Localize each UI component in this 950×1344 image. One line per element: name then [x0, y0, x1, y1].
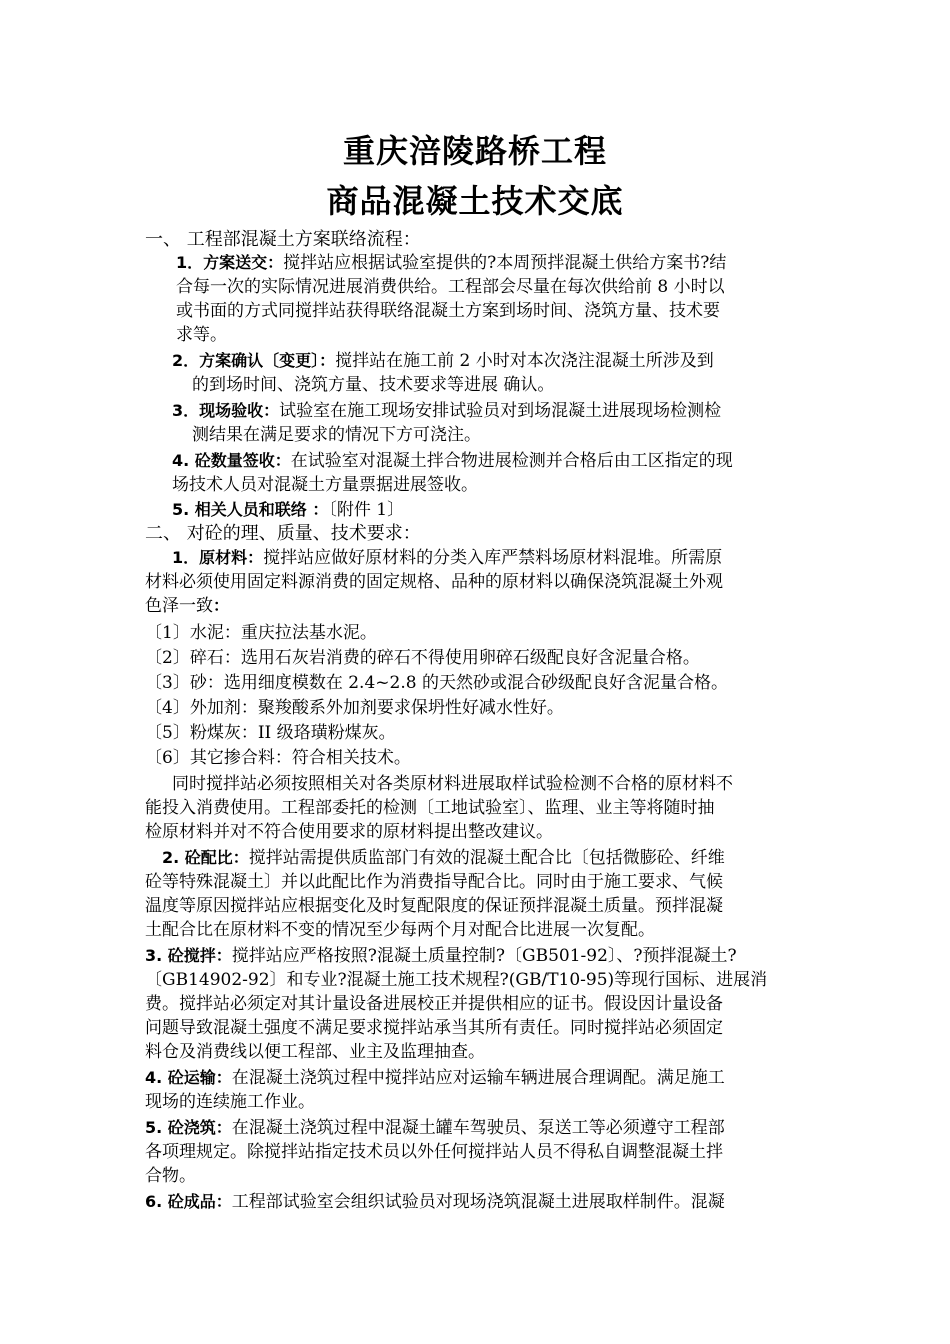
text-run: 〔附件 1〕 [328, 500, 405, 520]
text-run: 在试验室对混凝土拌合物进展检测并合格后由工区指定的现 [290, 451, 733, 471]
text-run: 砼等特殊混凝土〕并以此配比作为消费指导配合比。同时由于施工要求、气候 [145, 872, 723, 892]
bold-text: 3．现场验收： [172, 401, 280, 420]
text-line [145, 820, 553, 844]
text-run: 〔6〕其它掺合料：符合相关技术。 [145, 748, 411, 768]
text-run: 合每一次的实际情况进展消费供给。工程部会尽量在每次供给前 8 小时以 [176, 277, 725, 297]
text-line [192, 373, 554, 397]
text-line [145, 796, 715, 820]
text-line [172, 449, 733, 473]
text-run: 能投入消费使用。工程部委托的检测〔工地试验室〕、监理、业主等将随时抽 [145, 798, 715, 818]
text-line [176, 323, 227, 347]
text-line [145, 570, 723, 594]
text-run: 求等。 [176, 325, 227, 345]
text-line [145, 1040, 485, 1064]
text-line [145, 1140, 723, 1164]
bold-text: 2．方案确认〔变更〕： [172, 351, 336, 370]
bold-text: 4. 砼数量签收： [172, 451, 291, 470]
bold-text: 5. 砼浇筑： [145, 1118, 232, 1137]
text-line [145, 746, 411, 770]
text-line [145, 870, 723, 894]
text-run: 〔3〕砂：选用细度模数在 2.4~2.8 的天然砂或混合砂级配良好含泥量合格。 [145, 673, 728, 693]
bold-text: 5. 相关人员和联络 ： [172, 500, 329, 519]
text-run: 搅拌站应严格按照?混凝土质量控制?〔GB501-92〕、?预拌混凝土? [231, 946, 737, 966]
text-line [145, 1090, 315, 1114]
text-run: 料仓及消费线以便工程部、业主及监理抽查。 [145, 1042, 485, 1062]
text-run: 搅拌站应做好原材料的分类入库严禁料场原材料混堆。所需原 [263, 548, 723, 568]
text-line [145, 621, 377, 645]
bold-text: 6. 砼成品： [145, 1192, 232, 1211]
text-run: 同时搅拌站必须按照相关对各类原材料进展取样试验检测不合格的原材料不 [172, 774, 733, 794]
text-run: 搅拌站在施工前 2 小时对本次浇注混凝土所涉及到 [335, 351, 714, 371]
text-run: 材料必须使用固定料源消费的固定规格、品种的原材料以确保浇筑混凝土外观 [145, 572, 723, 592]
text-line [145, 894, 723, 918]
text-run: 工程部试验室会组织试验员对现场浇筑混凝土进展取样制件。混凝 [231, 1192, 725, 1212]
text-line [145, 1190, 725, 1214]
text-line [145, 1164, 196, 1188]
text-line [176, 251, 726, 275]
text-line [145, 594, 229, 618]
text-line [176, 275, 725, 299]
text-line [145, 992, 723, 1016]
text-run: 或书面的方式同搅拌站获得联络混凝土方案到场时间、浇筑方量、技术要 [176, 301, 720, 321]
text-run: 的到场时间、浇筑方量、技术要求等进展 确认。 [192, 375, 555, 395]
text-run: 〔1〕水泥：重庆拉法基水泥。 [145, 623, 377, 643]
text-line [145, 646, 700, 670]
text-run: 〔GB14902-92〕和专业?混凝土施工技术规程?(GB/T10-95)等现行国标、进展消 [145, 970, 768, 990]
text-line [145, 696, 564, 720]
text-run: 二、 对砼的理、质量、技术要求： [145, 523, 421, 544]
text-line [145, 228, 421, 252]
text-run: 搅拌站需提供质监部门有效的混凝土配合比〔包括微膨砼、纤维 [248, 848, 725, 868]
text-line [145, 1066, 725, 1090]
text-line [172, 399, 721, 423]
text-line [192, 423, 481, 447]
text-run: 在混凝土浇筑过程中混凝土罐车驾驶员、泵送工等必须遵守工程部 [231, 1118, 725, 1138]
text-line [172, 546, 722, 570]
bold-text: 3. 砼搅拌： [145, 946, 232, 965]
text-line [172, 498, 404, 522]
text-line [172, 772, 733, 796]
text-run: 温度等原因搅拌站应根据变化及时复配限度的保证预拌混凝土质量。预拌混凝 [145, 896, 723, 916]
text-run: 测结果在满足要求的情况下方可浇注。 [192, 425, 481, 445]
text-run: 〔5〕粉煤灰：II 级珞璜粉煤灰。 [145, 723, 396, 743]
text-run: 各项理规定。除搅拌站指定技术员以外任何搅拌站人员不得私自调整混凝土拌 [145, 1142, 723, 1162]
text-run: 合物。 [145, 1166, 196, 1186]
text-line [145, 721, 396, 745]
text-line [145, 918, 655, 942]
text-run: 费。搅拌站必须定对其计量设备进展校正并提供相应的证书。假设因计量设备 [145, 994, 723, 1014]
text-line [145, 671, 728, 695]
text-run: 搅拌站应根据试验室提供的?本周预拌混凝土供给方案书?结 [283, 253, 727, 273]
text-run: 在混凝土浇筑过程中搅拌站应对运输车辆进展合理调配。满足施工 [231, 1068, 725, 1088]
text-run: 检原材料并对不符合使用要求的原材料提出整改建议。 [145, 822, 553, 842]
bold-text: 1．原材料： [172, 548, 264, 567]
text-run: 色泽一致 [145, 596, 213, 616]
bold-text: 4. 砼运输： [145, 1068, 232, 1087]
text-line [172, 473, 478, 497]
text-run: 场技术人员对混凝土方量票据进展签收。 [172, 475, 478, 495]
text-run: 〔4〕外加剂：聚羧酸系外加剂要求保坍性好减水性好。 [145, 698, 564, 718]
text-line [172, 349, 714, 373]
text-run: 土配合比在原材料不变的情况至少每两个月对配合比进展一次复配。 [145, 920, 655, 940]
text-run: 现场的连续施工作业。 [145, 1092, 315, 1112]
text-run: 〔2〕碎石：选用石灰岩消费的碎石不得使用卵碎石级配良好含泥量合格。 [145, 648, 700, 668]
text-run: 一、 工程部混凝土方案联络流程： [145, 229, 421, 250]
text-run: 问题导致混凝土强度不满足要求搅拌站承当其所有责任。同时搅拌站必须固定 [145, 1018, 723, 1038]
text-run: 试验室在施工现场安排试验员对到场混凝土进展现场检测检 [279, 401, 722, 421]
text-line [145, 522, 421, 546]
document-title-line1: 重庆涪陵路桥工程 [342, 132, 607, 170]
text-line [145, 968, 767, 992]
document-title-line2: 商品混凝土技术交底 [326, 182, 624, 220]
bold-text: ： [213, 596, 230, 615]
bold-text: 1．方案送交： [176, 253, 284, 272]
text-line [162, 846, 725, 870]
text-line [145, 944, 737, 968]
text-line [145, 1016, 723, 1040]
text-line [176, 299, 720, 323]
text-line [145, 1116, 725, 1140]
bold-text: 2. 砼配比： [162, 848, 249, 867]
